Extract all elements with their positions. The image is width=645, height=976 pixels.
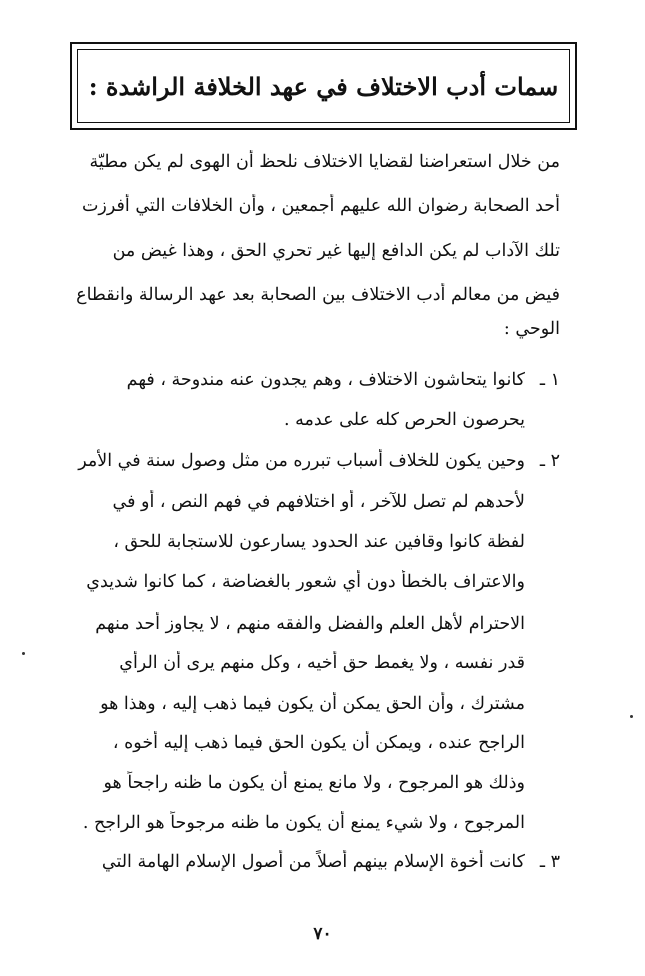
item-line: وحين يكون للخلاف أسباب تبرره من مثل وصول سنة في الأمر bbox=[78, 451, 525, 471]
intro-line: تلك الآداب لم يكن الدافع إليها غير تحري الحق ، وهذا غيض من bbox=[112, 241, 560, 261]
section-title: سمات أدب الاختلاف في عهد الخلافة الراشدة : bbox=[88, 72, 559, 101]
item-line: الراجح عنده ، ويمكن أن يكون الحق فيما ذهب إليه أخوه ، bbox=[112, 733, 525, 753]
item-number: ٣ ـ bbox=[539, 852, 560, 872]
item-line: المرجوح ، ولا شيء يمنع أن يكون ما ظنه مرجوحاً هو الراجح . bbox=[82, 813, 525, 833]
page-number: ٧٠ bbox=[313, 924, 332, 944]
margin-dot bbox=[630, 715, 633, 718]
item-line: الاحترام لأهل العلم والفضل والفقه منهم ، لا يجاوز أحد منهم bbox=[95, 614, 525, 634]
item-line: يحرصون الحرص كله على عدمه . bbox=[284, 410, 525, 430]
item-line: كانوا يتحاشون الاختلاف ، وهم يجدون عنه مندوحة ، فهم bbox=[126, 370, 525, 390]
intro-line: الوحي : bbox=[503, 319, 560, 339]
item-number: ١ ـ bbox=[539, 370, 560, 390]
item-line: مشترك ، وأن الحق يمكن أن يكون فيما ذهب إليه ، وهذا هو bbox=[100, 694, 525, 714]
intro-line: أحد الصحابة رضوان الله عليهم أجمعين ، وأن الخلافات التي أفرزت bbox=[81, 196, 560, 216]
item-line: كانت أخوة الإسلام بينهم أصلاً من أصول الإسلام الهامة التي bbox=[101, 852, 525, 872]
item-line: والاعتراف بالخطأ دون أي شعور بالغضاضة ، كما كانوا شديدي bbox=[86, 572, 525, 592]
item-line: قدر نفسه ، ولا يغمط حق أخيه ، وكل منهم يرى أن الرأي bbox=[119, 653, 525, 673]
intro-line: من خلال استعراضنا لقضايا الاختلاف نلحظ أن الهوى لم يكن مطيّة bbox=[89, 152, 560, 172]
item-line: وذلك هو المرجوح ، ولا مانع يمنع أن يكون ما ظنه راجحاً هو bbox=[103, 773, 525, 793]
intro-line: فيض من معالم أدب الاختلاف بين الصحابة بعد عهد الرسالة وانقطاع bbox=[76, 285, 560, 305]
title-frame bbox=[70, 42, 577, 130]
item-number: ٢ ـ bbox=[539, 451, 560, 471]
item-line: لفظة كانوا وقافين عند الحدود يسارعون للاستجابة للحق ، bbox=[113, 532, 525, 552]
margin-dot bbox=[22, 652, 25, 655]
item-line: لأحدهم لم تصل للآخر ، أو اختلافهم في فهم النص ، أو في bbox=[112, 492, 525, 512]
